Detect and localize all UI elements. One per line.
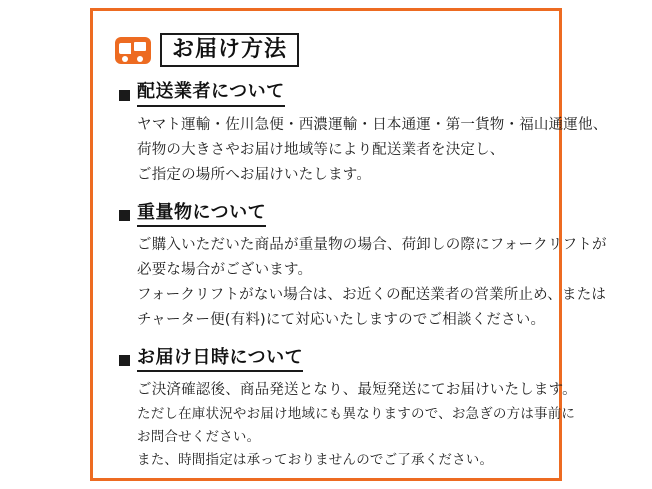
section-heavy-items-head xyxy=(119,202,537,228)
square-bullet-icon xyxy=(119,210,130,221)
body-line: チャーター便(有料)にて対応いたしますのでご相談ください。 xyxy=(137,311,546,328)
section-heavy-items xyxy=(115,201,607,333)
body-line: お問合せください。 xyxy=(137,429,261,446)
section-carrier-body xyxy=(137,113,608,188)
body-line: 荷物の大きさやお届け地域等により配送業者を決定し、 xyxy=(137,141,505,158)
square-bullet-icon xyxy=(119,90,130,101)
body-line: ご指定の場所へお届けいたします。 xyxy=(137,166,372,183)
delivery-truck-icon xyxy=(115,37,151,64)
section-delivery-date-body xyxy=(137,378,577,472)
body-line: ただし在庫状況やお届け地域にも異なりますので、お急ぎの方は事前に xyxy=(137,406,576,423)
section-delivery-date-head xyxy=(119,347,537,373)
body-line: ご決済確認後、商品発送となり、最短発送にてお届けいたします。 xyxy=(137,382,577,399)
body-line: フォークリフトがない場合は、お近くの配送業者の営業所止め、または xyxy=(137,286,607,303)
square-bullet-icon xyxy=(119,355,130,366)
page-title: お届け方法 xyxy=(160,33,299,67)
section-carrier-title: 配送業者について xyxy=(137,81,285,107)
body-line: ヤマト運輸・佐川急便・西濃運輸・日本通運・第一貨物・福山通運他、 xyxy=(137,116,608,133)
panel-title-row xyxy=(115,33,537,67)
section-heavy-items-title: 重量物について xyxy=(137,202,266,228)
delivery-method-panel xyxy=(90,8,608,481)
section-carrier-head xyxy=(119,81,537,107)
body-line: 必要な場合がございます。 xyxy=(137,262,313,279)
body-line: また、時間指定は承っておりませんのでご了承ください。 xyxy=(137,452,494,469)
body-line: ご購入いただいた商品が重量物の場合、荷卸しの際にフォークリフトが xyxy=(137,237,607,254)
section-carrier xyxy=(115,81,608,187)
section-heavy-items-body xyxy=(137,233,607,333)
section-delivery-date xyxy=(115,346,577,472)
section-delivery-date-title: お届け日時について xyxy=(137,347,303,373)
